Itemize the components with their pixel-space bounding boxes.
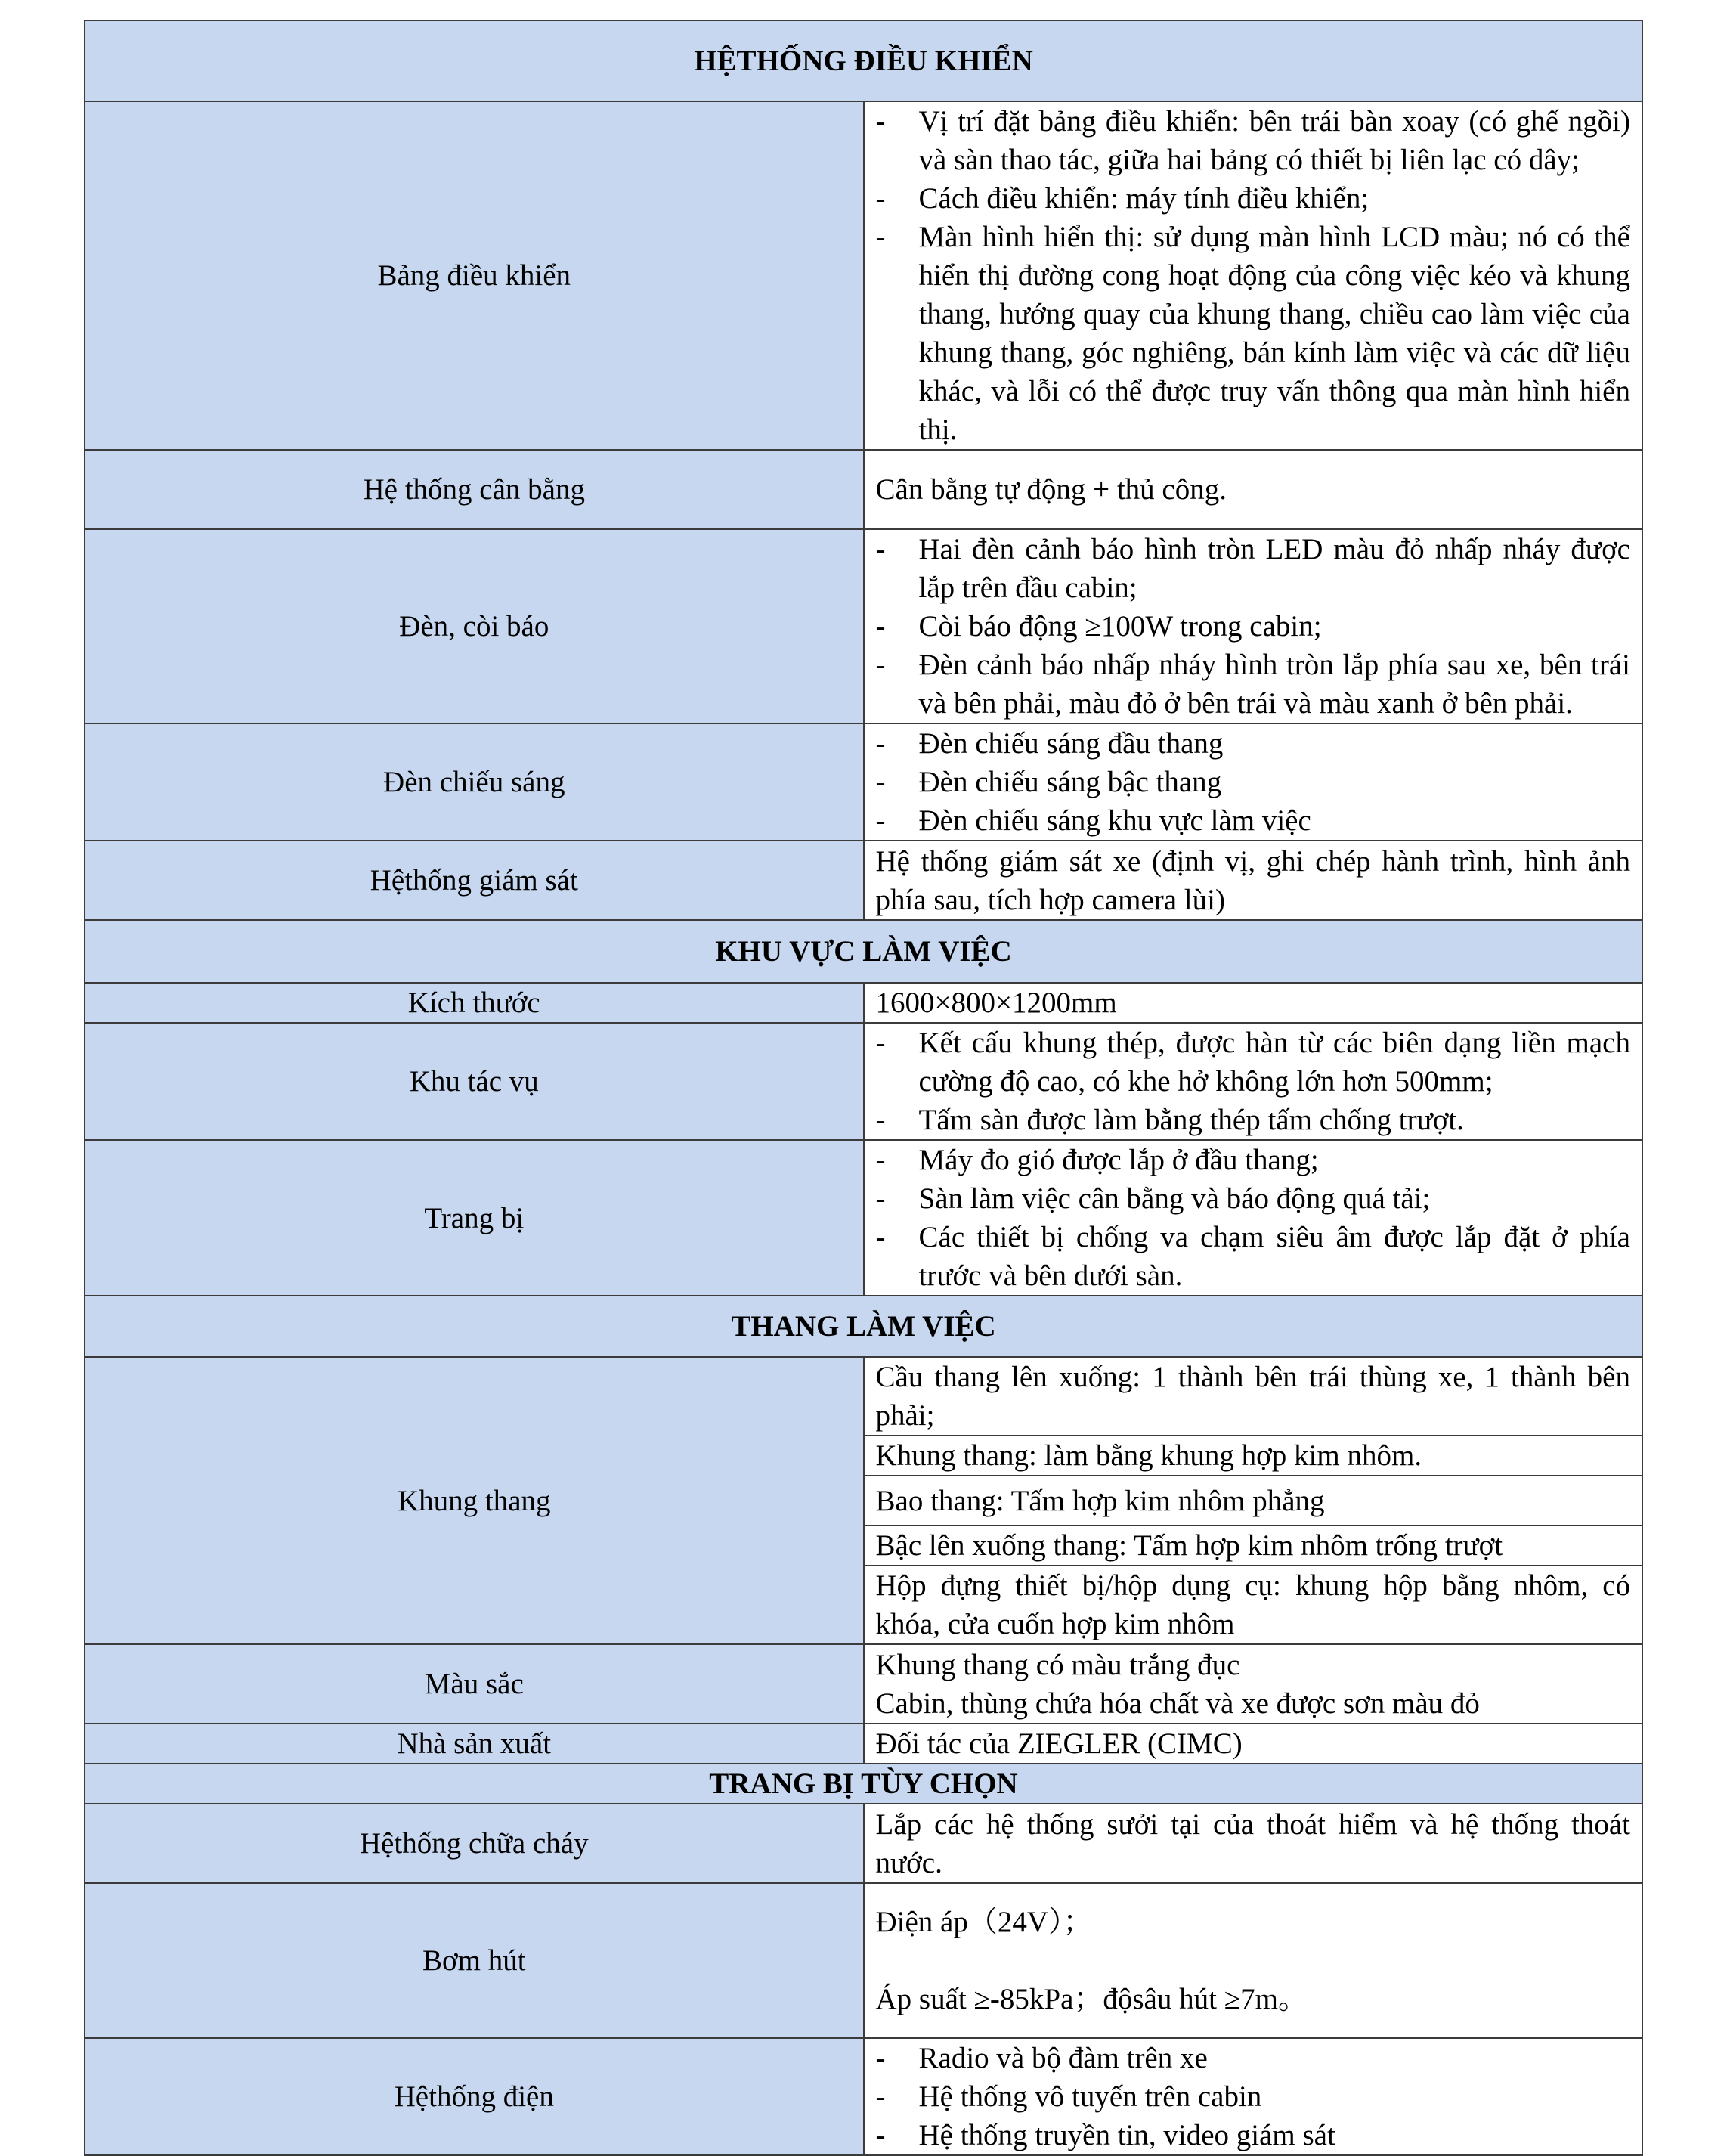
row-label: Kích thước xyxy=(85,983,864,1023)
row-value: Bao thang: Tấm hợp kim nhôm phẳng xyxy=(864,1476,1643,1526)
bullet-list xyxy=(876,1024,1631,1139)
row-value xyxy=(864,723,1643,841)
table-row xyxy=(85,2038,1642,2155)
specification-table-body xyxy=(85,20,1642,2155)
section-header-row xyxy=(85,20,1642,101)
list-item: - Còi báo động ≥100W trong cabin; xyxy=(876,607,1631,646)
table-row xyxy=(85,983,1642,1023)
bullet-list xyxy=(876,530,1631,723)
text-line: Cabin, thùng chứa hóa chất và xe được sơn màu đỏ xyxy=(875,1687,1480,1720)
section-header-row xyxy=(85,1296,1642,1357)
text-line: Áp suất ≥-85kPa；độsâu hút ≥7m。 xyxy=(875,1983,1308,2015)
row-value xyxy=(864,1644,1643,1724)
list-item: - Các thiết bị chống va chạm siêu âm được lắp đặt ở phía trước và bên dưới sàn. xyxy=(876,1218,1631,1295)
text-line: Điện áp（24V）； xyxy=(875,1906,1093,1938)
list-item: - Radio và bộ đàm trên xe xyxy=(876,2039,1631,2077)
list-item: - Kết cấu khung thép, được hàn từ các biên dạng liền mạch cường độ cao, có khe hở không lớn hơn 500mm; xyxy=(876,1024,1631,1101)
row-label: Hệthống giám sát xyxy=(85,841,864,920)
row-value: Bậc lên xuống thang: Tấm hợp kim nhôm trống trượt xyxy=(864,1526,1643,1566)
table-row xyxy=(85,450,1642,529)
row-value xyxy=(864,529,1643,723)
row-value: 1600×800×1200mm xyxy=(864,983,1643,1023)
row-label: Bảng điều khiển xyxy=(85,101,864,450)
table-row xyxy=(85,1644,1642,1724)
list-item: - Cách điều khiển: máy tính điều khiển; xyxy=(876,179,1631,218)
row-label: Khu tác vụ xyxy=(85,1023,864,1140)
table-row xyxy=(85,1023,1642,1140)
row-value xyxy=(864,1023,1643,1140)
row-value: Lắp các hệ thống sưởi tại của thoát hiểm và hệ thống thoát nước. xyxy=(864,1804,1643,1883)
list-item: - Hệ thống vô tuyến trên cabin xyxy=(876,2077,1631,2116)
row-value: Cân bằng tự động + thủ công. xyxy=(864,450,1643,529)
table-row xyxy=(85,1140,1642,1296)
bullet-list xyxy=(876,1141,1631,1295)
bullet-list xyxy=(876,724,1631,840)
table-row xyxy=(85,529,1642,723)
section-header-row xyxy=(85,920,1642,983)
list-item: - Đèn chiếu sáng bậc thang xyxy=(876,763,1631,801)
table-row xyxy=(85,101,1642,450)
row-value: Hệ thống giám sát xe (định vị, ghi chép hành trình, hình ảnh phía sau, tích hợp camera lùi) xyxy=(864,841,1643,920)
row-value xyxy=(864,1883,1643,2038)
list-item: - Hai đèn cảnh báo hình tròn LED màu đỏ nhấp nháy được lắp trên đầu cabin; xyxy=(876,530,1631,607)
table-row xyxy=(85,723,1642,841)
bullet-list xyxy=(876,2039,1631,2154)
row-label: Hệthống điện xyxy=(85,2038,864,2155)
row-label: Màu sắc xyxy=(85,1644,864,1724)
row-value xyxy=(864,2038,1643,2155)
line-spacer xyxy=(876,1941,1631,1980)
list-item: - Đèn chiếu sáng đầu thang xyxy=(876,724,1631,763)
row-label: Trang bị xyxy=(85,1140,864,1296)
list-item: - Đèn chiếu sáng khu vực làm việc xyxy=(876,801,1631,840)
list-item: - Màn hình hiển thị: sử dụng màn hình LCD màu; nó có thể hiển thị đường cong hoạt động của công việc kéo và khung thang, hướng quay của khung thang, chiều cao làm việc của khung thang, góc nghiêng, bán kính làm việc và các dữ liệu khác, và lỗi có thể được truy vấn thông qua màn hình hiển thị. xyxy=(876,218,1631,449)
row-value: Đối tác của ZIEGLER (CIMC) xyxy=(864,1724,1643,1764)
row-label: Khung thang xyxy=(85,1357,864,1644)
list-item: - Đèn cảnh báo nhấp nháy hình tròn lắp phía sau xe, bên trái và bên phải, màu đỏ ở bên trái và màu xanh ở bên phải. xyxy=(876,646,1631,723)
table-row xyxy=(85,1804,1642,1883)
row-label: Bơm hút xyxy=(85,1883,864,2038)
table-row xyxy=(85,1883,1642,2038)
section-title: THANG LÀM VIỆC xyxy=(85,1296,1642,1357)
section-title: KHU VỰC LÀM VIỆC xyxy=(85,920,1642,983)
section-title: TRANG BỊ TÙY CHỌN xyxy=(85,1764,1642,1804)
row-label: Hệ thống cân bằng xyxy=(85,450,864,529)
row-value xyxy=(864,1140,1643,1296)
row-value: Cầu thang lên xuống: 1 thành bên trái thùng xe, 1 thành bên phải; xyxy=(864,1357,1643,1436)
bullet-list xyxy=(876,102,1631,449)
row-value: Hộp đựng thiết bị/hộp dụng cụ: khung hộp bằng nhôm, có khóa, cửa cuốn hợp kim nhôm xyxy=(864,1566,1643,1644)
row-label: Nhà sản xuất xyxy=(85,1724,864,1764)
list-item: - Sàn làm việc cân bằng và báo động quá tải; xyxy=(876,1179,1631,1218)
row-label: Hệthống chữa cháy xyxy=(85,1804,864,1883)
table-row xyxy=(85,1357,1642,1436)
row-label: Đèn, còi báo xyxy=(85,529,864,723)
section-header-row xyxy=(85,1764,1642,1804)
table-row xyxy=(85,841,1642,920)
list-item: - Tấm sàn được làm bằng thép tấm chống trượt. xyxy=(876,1101,1631,1139)
list-item: - Hệ thống truyền tin, video giám sát xyxy=(876,2116,1631,2154)
row-value: Khung thang: làm bằng khung hợp kim nhôm. xyxy=(864,1436,1643,1476)
row-value xyxy=(864,101,1643,450)
list-item: - Vị trí đặt bảng điều khiển: bên trái bàn xoay (có ghế ngồi) và sàn thao tác, giữa hai bảng có thiết bị liên lạc có dây; xyxy=(876,102,1631,179)
text-line: Khung thang có màu trắng đục xyxy=(875,1648,1240,1681)
table-row xyxy=(85,1724,1642,1764)
row-label: Đèn chiếu sáng xyxy=(85,723,864,841)
section-title: HỆTHỐNG ĐIỀU KHIỂN xyxy=(85,20,1642,101)
specification-table xyxy=(84,20,1643,2156)
list-item: - Máy đo gió được lắp ở đầu thang; xyxy=(876,1141,1631,1179)
